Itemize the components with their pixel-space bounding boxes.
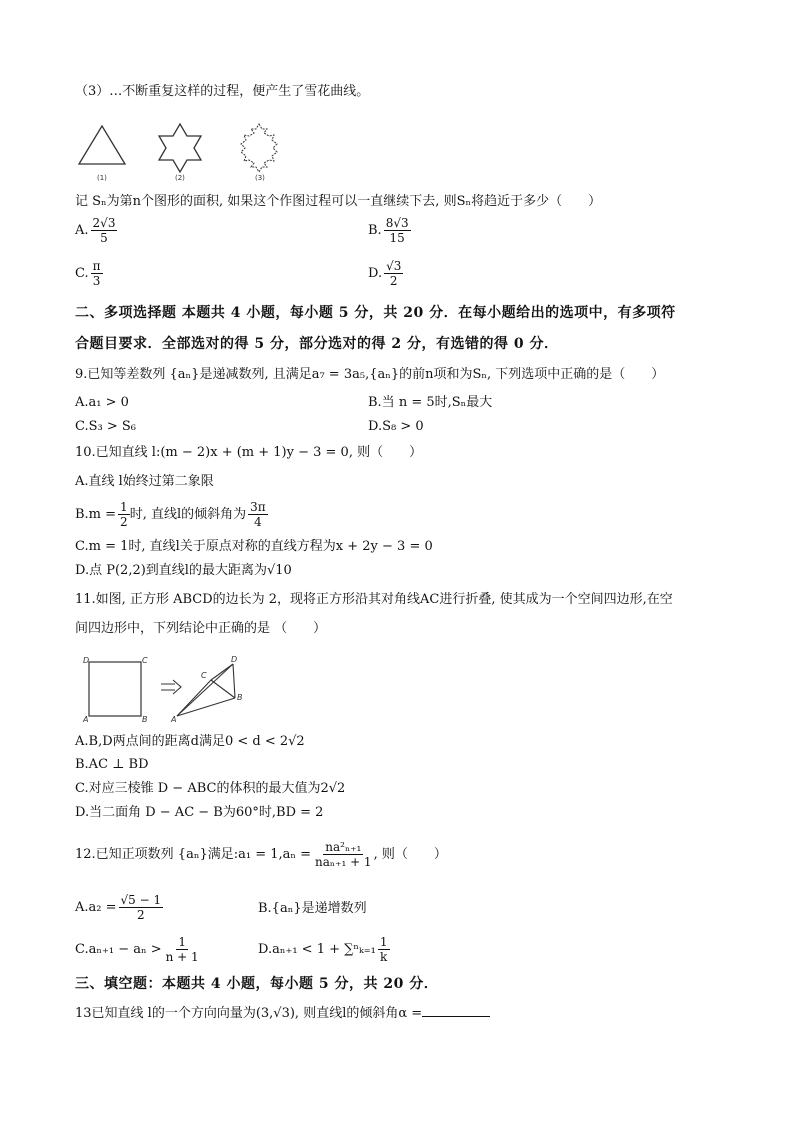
q10-option-d: D.点 P(2,2)到直线l的最大距离为√10 bbox=[75, 563, 292, 578]
square-label-c: C bbox=[142, 656, 148, 665]
q8-option-b: B. $\frac{8√3}{15}$ bbox=[368, 216, 409, 245]
fig-label-3: (3) bbox=[255, 174, 265, 182]
triangle-figure bbox=[79, 126, 125, 164]
koch-figure bbox=[241, 124, 277, 172]
q8-stem: 记 Sₙ为第n个图形的面积, 如果这个作图过程可以一直继续下去, 则Sₙ将趋近于多少（ ） bbox=[75, 194, 602, 209]
square-abcd bbox=[89, 662, 141, 716]
q12-option-d: D.aₙ₊₁ < 1 + ∑ⁿₖ₌₁ $\frac{1}{k}$ bbox=[258, 935, 388, 964]
q9-option-b: B.当 n = 5时,Sₙ最大 bbox=[368, 395, 493, 410]
square-label-a: A bbox=[83, 715, 89, 724]
section2-heading-line2: 合题目要求．全部选对的得 5 分，部分选对的得 2 分，有选错的得 0 分． bbox=[75, 336, 559, 352]
fold-figure bbox=[75, 652, 255, 726]
q10-option-b: B.m = $\frac{1}{2}$ 时, 直线l的倾斜角为 $\frac{3\pi}{4}$ bbox=[75, 500, 266, 529]
q10-option-a: A.直线 l始终过第二象限 bbox=[75, 474, 214, 489]
fig-label-1: (1) bbox=[97, 174, 107, 182]
q9-option-d: D.S₈ > 0 bbox=[368, 419, 424, 434]
folded-label-a: A bbox=[171, 715, 177, 724]
q12-option-b: B.{aₙ}是递增数列 bbox=[258, 901, 367, 916]
section3-heading: 三、填空题：本题共 4 小题，每小题 5 分，共 20 分． bbox=[75, 976, 439, 992]
q12-option-c: C.aₙ₊₁ − aₙ > $\frac{1}{n + 1}$ bbox=[75, 935, 199, 964]
q11-option-a: A.B,D两点间的距离d满足0 < d < 2√2 bbox=[75, 734, 305, 749]
q11-option-b: B.AC ⊥ BD bbox=[75, 757, 149, 772]
square-label-b: B bbox=[142, 715, 148, 724]
folded-label-d: D bbox=[231, 655, 238, 664]
q11-option-d: D.当二面角 D − AC − B为60°时,BD = 2 bbox=[75, 805, 324, 820]
q9-option-a: A.a₁ > 0 bbox=[75, 395, 129, 410]
q8-option-d: D. $\frac{√3}{2}$ bbox=[368, 259, 402, 288]
star-figure bbox=[159, 124, 201, 172]
q11-option-c: C.对应三棱锥 D − ABC的体积的最大值为2√2 bbox=[75, 781, 346, 796]
q12-stem: 12.已知正项数列 {aₙ}满足:a₁ = 1,aₙ = $\frac{\text{na²ₙ₊₁}}{\text{naₙ₊₁ + 1}}$ , 则（ ） bbox=[75, 840, 447, 869]
snowflake-figures bbox=[75, 118, 295, 184]
q10-option-c: C.m = 1时, 直线l关于原点对称的直线方程为x + 2y − 3 = 0 bbox=[75, 539, 433, 554]
q13-stem: 13已知直线 l的一个方向向量为(3,√3), 则直线l的倾斜角α = bbox=[75, 1004, 490, 1023]
square-label-d: D bbox=[83, 656, 90, 665]
q11-stem-line2: 间四边形中，下列结论中正确的是 （ ） bbox=[75, 621, 327, 636]
q9-option-c: C.S₃ > S₆ bbox=[75, 419, 137, 434]
q8-option-a: A. $\frac{2√3}{5}$ bbox=[75, 216, 116, 245]
q13-answer-blank bbox=[422, 1004, 490, 1017]
q8-option-c: C. $\frac{\pi}{3}$ bbox=[75, 259, 101, 288]
fold-arrow-icon bbox=[161, 680, 181, 694]
fig-label-2: (2) bbox=[175, 174, 185, 182]
q10-stem: 10.已知直线 l:(m − 2)x + (m + 1)y − 3 = 0, 则（ ） bbox=[75, 445, 423, 460]
q12-option-a: A.a₂ = $\frac{√5 - 1}{2}$ bbox=[75, 893, 162, 922]
q8-intro: （3）…不断重复这样的过程，便产生了雪花曲线。 bbox=[75, 84, 370, 99]
folded-label-b: B bbox=[237, 693, 243, 702]
section2-heading-line1: 二、多项选择题 本题共 4 小题，每小题 5 分，共 20 分．在每小题给出的选项中，有多项符 bbox=[75, 305, 676, 321]
q9-stem: 9.已知等差数列 {aₙ}是递减数列, 且满足a₇ = 3a₅,{aₙ}的前n项和为Sₙ, 下列选项中正确的是（ ） bbox=[75, 367, 665, 382]
folded-label-c: C bbox=[201, 671, 207, 680]
q11-stem-line1: 11.如图, 正方形 ABCD的边长为 2，现将正方形沿其对角线AC进行折叠, 使其成为一个空间四边形,在空 bbox=[75, 592, 673, 607]
